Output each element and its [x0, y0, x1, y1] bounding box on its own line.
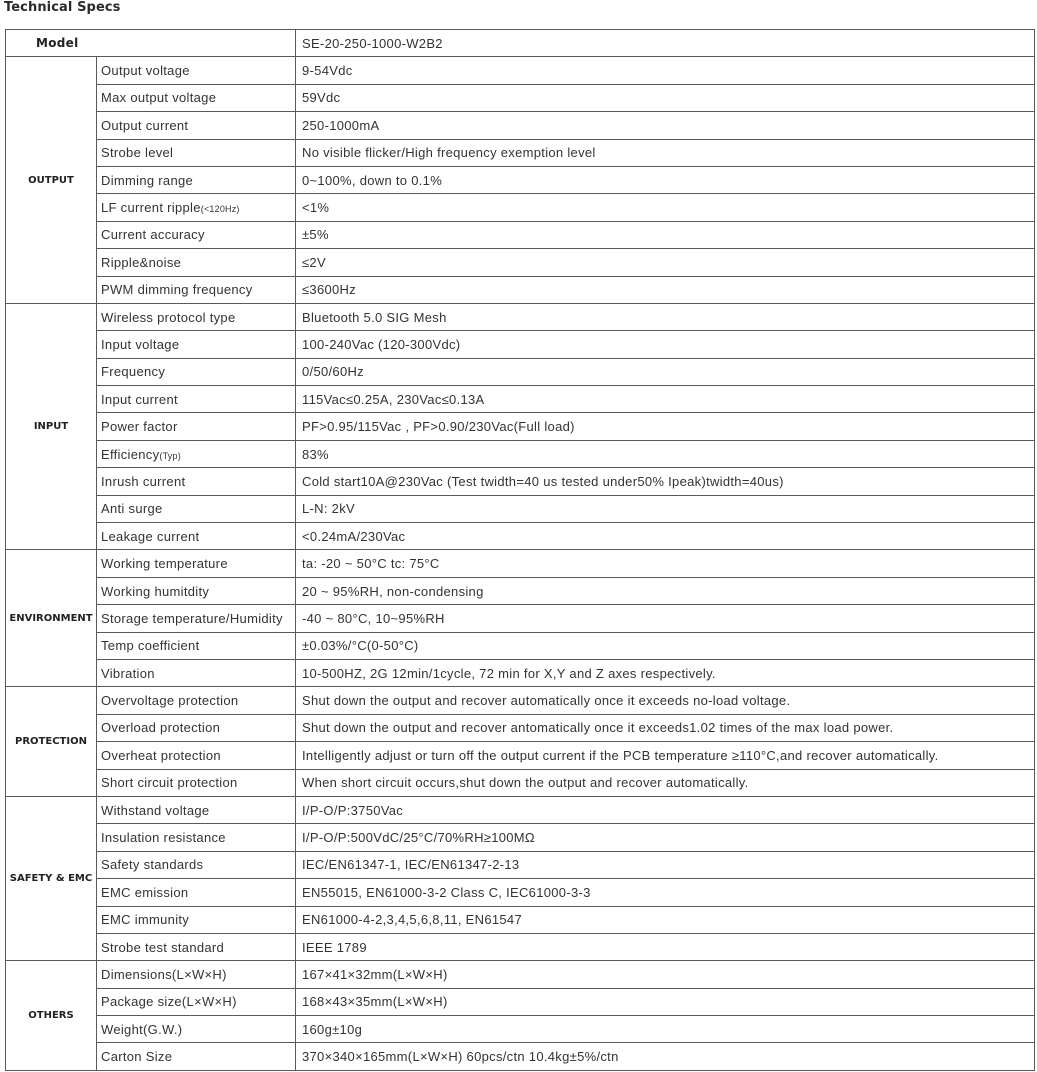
model-row: [6, 30, 1035, 57]
spec-label-cell: [97, 440, 296, 467]
group-label: [6, 303, 97, 550]
spec-label: Overheat protection: [101, 747, 221, 763]
spec-label-cell: [97, 194, 296, 221]
spec-row: [6, 577, 1035, 604]
group-name: SAFETY & EMC: [9, 873, 93, 885]
spec-label-cell: [97, 331, 296, 358]
group-name: PROTECTION: [15, 736, 87, 748]
spec-row: [6, 468, 1035, 495]
group-label: [6, 687, 97, 797]
spec-value: EN55015, EN61000-3-2 Class C, IEC61000-3-3: [296, 879, 1035, 906]
spec-label-cell: [97, 961, 296, 988]
spec-label-cell: [97, 358, 296, 385]
spec-label-cell: [97, 933, 296, 960]
model-label: Model: [6, 30, 296, 57]
spec-value: No visible flicker/High frequency exemption level: [296, 139, 1035, 166]
spec-label: EMC immunity: [101, 912, 190, 928]
spec-row: [6, 714, 1035, 741]
spec-label: Ripple&noise: [101, 254, 182, 270]
spec-row: [6, 687, 1035, 714]
spec-label-note: (<120Hz): [200, 204, 240, 215]
spec-row: [6, 440, 1035, 467]
spec-label: Current accuracy: [101, 227, 205, 243]
spec-row: [6, 303, 1035, 330]
spec-label-cell: [97, 824, 296, 851]
group-label: [6, 57, 97, 304]
spec-label-cell: [97, 632, 296, 659]
spec-row: [6, 166, 1035, 193]
spec-label-cell: [97, 988, 296, 1015]
spec-value: Shut down the output and recover automatically once it exceeds no-load voltage.: [296, 687, 1035, 714]
spec-value: Intelligently adjust or turn off the output current if the PCB temperature ≥110°C,and recover automatically.: [296, 742, 1035, 769]
spec-label-cell: [97, 221, 296, 248]
spec-value: <1%: [296, 194, 1035, 221]
spec-label: Input current: [101, 391, 178, 407]
spec-row: [6, 632, 1035, 659]
spec-label-cell: [97, 687, 296, 714]
spec-label: Efficiency: [101, 446, 160, 462]
spec-row: [6, 84, 1035, 111]
spec-row: [6, 194, 1035, 221]
spec-value: 115Vac≤0.25A, 230Vac≤0.13A: [296, 386, 1035, 413]
group-label: [6, 550, 97, 687]
spec-value: ≤2V: [296, 249, 1035, 276]
spec-row: [6, 358, 1035, 385]
spec-label: LF current ripple: [101, 200, 201, 216]
spec-row: [6, 659, 1035, 686]
spec-row: [6, 523, 1035, 550]
specs-table-body: [6, 30, 1035, 1071]
spec-label-cell: [97, 386, 296, 413]
spec-label-cell: [97, 57, 296, 84]
spec-value: -40 ~ 80°C, 10~95%RH: [296, 605, 1035, 632]
spec-label-cell: [97, 468, 296, 495]
spec-label-cell: [97, 523, 296, 550]
spec-label-cell: [97, 1016, 296, 1043]
spec-row: [6, 906, 1035, 933]
spec-value: I/P-O/P:500VdC/25°C/70%RH≥100MΩ: [296, 824, 1035, 851]
spec-value: 10-500HZ, 2G 12min/1cycle, 72 min for X,Y and Z axes respectively.: [296, 659, 1035, 686]
spec-row: [6, 331, 1035, 358]
spec-label: Inrush current: [101, 473, 186, 489]
group-name: ENVIRONMENT: [9, 612, 93, 624]
spec-label-cell: [97, 139, 296, 166]
spec-label: Max output voltage: [101, 90, 217, 106]
spec-value: L-N: 2kV: [296, 495, 1035, 522]
spec-row: [6, 742, 1035, 769]
spec-row: [6, 1016, 1035, 1043]
spec-row: [6, 824, 1035, 851]
spec-label-cell: [97, 84, 296, 111]
spec-row: [6, 961, 1035, 988]
spec-row: [6, 386, 1035, 413]
spec-value: 20 ~ 95%RH, non-condensing: [296, 577, 1035, 604]
spec-value: Shut down the output and recover antomatically once it exceeds1.02 times of the max load power.: [296, 714, 1035, 741]
spec-label-cell: [97, 796, 296, 823]
spec-label: Vibration: [101, 665, 155, 681]
spec-value: ≤3600Hz: [296, 276, 1035, 303]
spec-label-cell: [97, 851, 296, 878]
spec-value: <0.24mA/230Vac: [296, 523, 1035, 550]
spec-label: Leakage current: [101, 528, 200, 544]
spec-value: Bluetooth 5.0 SIG Mesh: [296, 303, 1035, 330]
spec-label-cell: [97, 659, 296, 686]
spec-value: 160g±10g: [296, 1016, 1035, 1043]
spec-value: PF>0.95/115Vac , PF>0.90/230Vac(Full load): [296, 413, 1035, 440]
spec-label-cell: [97, 276, 296, 303]
spec-value: 250-1000mA: [296, 112, 1035, 139]
spec-value: 0~100%, down to 0.1%: [296, 166, 1035, 193]
spec-label: Overvoltage protection: [101, 693, 239, 709]
spec-label: Input voltage: [101, 336, 180, 352]
spec-value: 168×43×35mm(L×W×H): [296, 988, 1035, 1015]
spec-label: Insulation resistance: [101, 830, 226, 846]
spec-row: [6, 769, 1035, 796]
spec-row: [6, 495, 1035, 522]
spec-row: [6, 249, 1035, 276]
spec-label: Output current: [101, 117, 189, 133]
group-name: INPUT: [33, 421, 69, 433]
spec-label-cell: [97, 1043, 296, 1070]
spec-value: 100-240Vac (120-300Vdc): [296, 331, 1035, 358]
spec-label-cell: [97, 112, 296, 139]
spec-label-cell: [97, 495, 296, 522]
spec-label: Strobe level: [101, 145, 174, 161]
spec-label-cell: [97, 550, 296, 577]
spec-label: Anti surge: [101, 501, 163, 517]
spec-label: Carton Size: [101, 1049, 173, 1065]
spec-row: [6, 112, 1035, 139]
spec-label: Safety standards: [101, 857, 204, 873]
spec-value: ±5%: [296, 221, 1035, 248]
spec-label-note: (Typ): [159, 450, 181, 461]
spec-row: [6, 879, 1035, 906]
spec-label-cell: [97, 166, 296, 193]
spec-label: Output voltage: [101, 63, 190, 79]
spec-label: Power factor: [101, 419, 178, 435]
spec-row: [6, 796, 1035, 823]
spec-value: I/P-O/P:3750Vac: [296, 796, 1035, 823]
spec-label: Overload protection: [101, 720, 221, 736]
spec-label: EMC emission: [101, 884, 189, 900]
spec-value: 167×41×32mm(L×W×H): [296, 961, 1035, 988]
spec-label: Temp coefficient: [101, 638, 200, 654]
spec-label-cell: [97, 769, 296, 796]
spec-label-cell: [97, 303, 296, 330]
group-label: [6, 796, 97, 960]
group-label: [6, 961, 97, 1071]
specs-table: [5, 29, 1035, 1071]
spec-value: When short circuit occurs,shut down the output and recover automatically.: [296, 769, 1035, 796]
spec-label-cell: [97, 413, 296, 440]
spec-label: Package size(L×W×H): [101, 994, 237, 1010]
spec-value: Cold start10A@230Vac (Test twidth=40 us tested under50% Ipeak)twidth=40us): [296, 468, 1035, 495]
spec-value: IEEE 1789: [296, 933, 1035, 960]
spec-value: ta: -20 ~ 50°C tc: 75°C: [296, 550, 1035, 577]
spec-row: [6, 988, 1035, 1015]
spec-label: Working temperature: [101, 556, 228, 572]
spec-value: 59Vdc: [296, 84, 1035, 111]
spec-value: IEC/EN61347-1, IEC/EN61347-2-13: [296, 851, 1035, 878]
spec-value: 370×340×165mm(L×W×H) 60pcs/ctn 10.4kg±5%/ctn: [296, 1043, 1035, 1070]
spec-value: 9-54Vdc: [296, 57, 1035, 84]
spec-value: ±0.03%/°C(0-50°C): [296, 632, 1035, 659]
spec-row: [6, 139, 1035, 166]
spec-label-cell: [97, 742, 296, 769]
spec-label: Storage temperature/Humidity: [101, 610, 283, 626]
spec-label: Weight(G.W.): [101, 1021, 183, 1037]
group-name: OUTPUT: [28, 174, 74, 186]
spec-label-cell: [97, 714, 296, 741]
spec-label-cell: [97, 577, 296, 604]
spec-label-cell: [97, 249, 296, 276]
spec-label-cell: [97, 906, 296, 933]
model-value: SE-20-250-1000-W2B2: [296, 30, 1035, 57]
spec-row: [6, 413, 1035, 440]
page-title: Technical Specs: [4, 0, 121, 15]
spec-value: 0/50/60Hz: [296, 358, 1035, 385]
spec-label-cell: [97, 879, 296, 906]
spec-row: [6, 276, 1035, 303]
spec-label: Withstand voltage: [101, 802, 210, 818]
spec-label: Working humitdity: [101, 583, 210, 599]
spec-label: Dimensions(L×W×H): [101, 966, 227, 982]
spec-label-cell: [97, 605, 296, 632]
spec-row: [6, 550, 1035, 577]
spec-row: [6, 221, 1035, 248]
spec-label: PWM dimming frequency: [101, 282, 253, 298]
spec-label: Wireless protocol type: [101, 309, 236, 325]
spec-label: Dimming range: [101, 172, 194, 188]
spec-row: [6, 57, 1035, 84]
spec-value: 83%: [296, 440, 1035, 467]
spec-label: Short circuit protection: [101, 775, 238, 791]
spec-value: EN61000-4-2,3,4,5,6,8,11, EN61547: [296, 906, 1035, 933]
group-name: OTHERS: [28, 1010, 74, 1022]
spec-row: [6, 851, 1035, 878]
spec-row: [6, 605, 1035, 632]
spec-label: Frequency: [101, 364, 166, 380]
spec-row: [6, 1043, 1035, 1070]
spec-label: Strobe test standard: [101, 939, 225, 955]
spec-row: [6, 933, 1035, 960]
